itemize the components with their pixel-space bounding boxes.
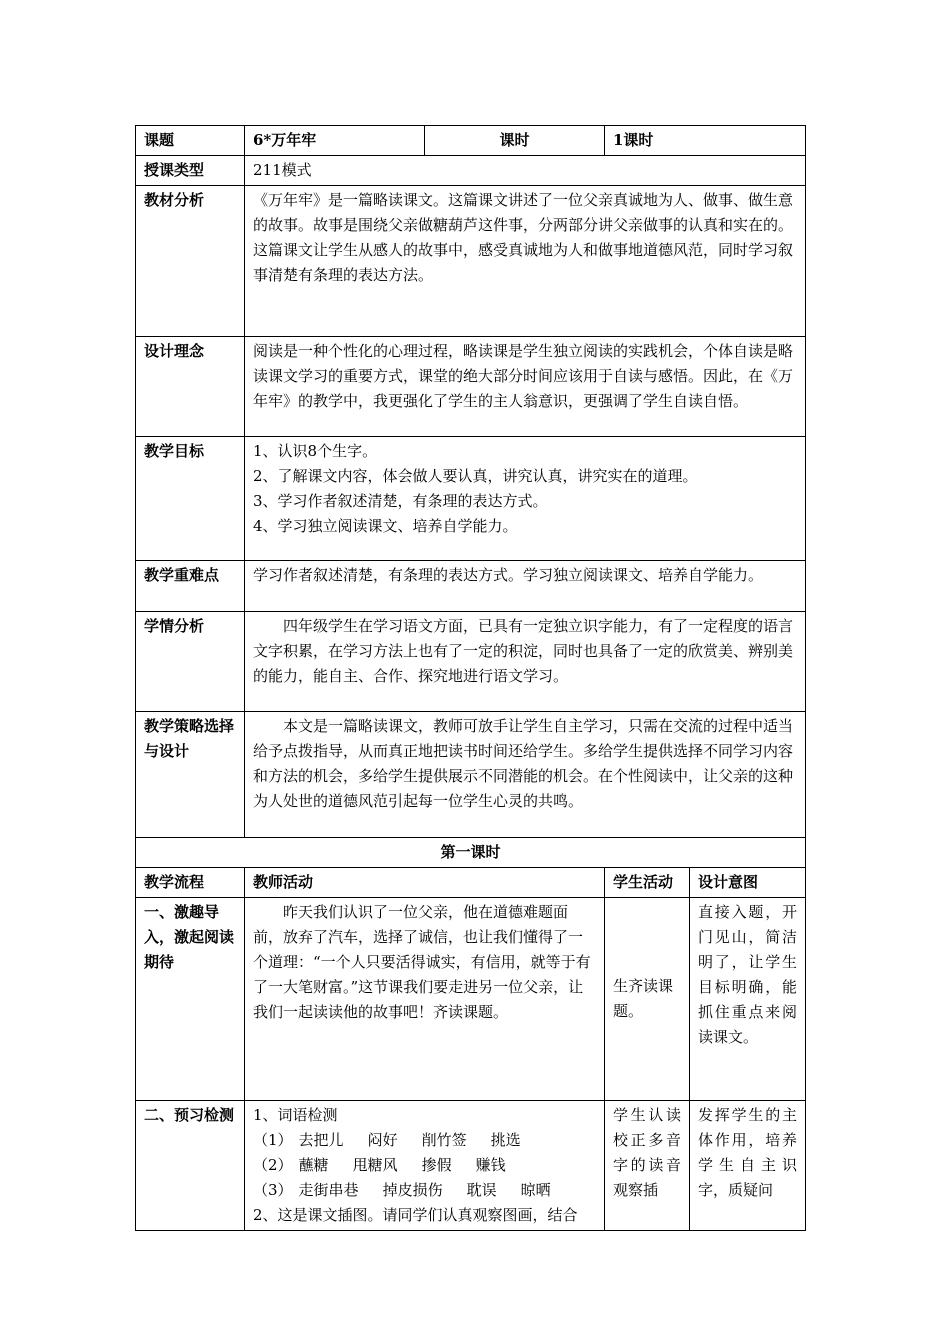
process-header-teacher: 教师活动 (245, 868, 605, 898)
type-label: 授课类型 (136, 156, 245, 186)
keypoints-label: 教学重难点 (136, 561, 245, 612)
word-row-number: （2） (253, 1156, 293, 1174)
analysis-text: 《万年牢》是一篇略读课文。这篇课文讲述了一位父亲真诚地为人、做事、做生意的故事。故事是围绕父亲做糖葫芦这件事，分两部分讲父亲做事的认真和实在的。这篇课文让学生从感人的故事中，感受真诚地为人和做事地道德风范，同时学习叙事清楚有条理的表达方法。 (245, 186, 806, 337)
concept-label: 设计理念 (136, 337, 245, 437)
word-row (253, 1178, 596, 1203)
step1-student: 生齐读课题。 (605, 898, 690, 1101)
topic-label: 课题 (136, 126, 245, 156)
word-row (253, 1128, 596, 1153)
process-header-flow: 教学流程 (136, 868, 245, 898)
strategy-text: 本文是一篇略读课文，教师可放手让学生自主学习，只需在交流的过程中适当给予点拨指导，从而真正地把读书时间还给学生。多给学生提供选择不同学习内容和方法的机会，多给学生提供展示不同潜能的机会。在个性阅读中，让父亲的这种为人处世的道德风范引起每一位学生心灵的共鸣。 (245, 712, 806, 838)
goals-list (245, 437, 806, 561)
goal-item: 2、了解课文内容，体会做人要认真，讲究认真，讲究实在的道理。 (253, 467, 698, 485)
students-row (136, 612, 806, 712)
word-check-heading: 1、词语检测 (253, 1106, 338, 1124)
word-item: 掺假 (421, 1156, 452, 1174)
step1-row (136, 898, 806, 1101)
step2-intent: 发挥学生的主体作用，培养学生自主识字，质疑问 (690, 1101, 806, 1231)
word-item: 蘸糖 (298, 1156, 329, 1174)
type-value: 211模式 (245, 156, 806, 186)
word-item: 耽误 (466, 1181, 497, 1199)
section-title-row (136, 838, 806, 868)
keypoints-text: 学习作者叙述清楚，有条理的表达方式。学习独立阅读课文、培养自学能力。 (245, 561, 806, 612)
header-row (136, 126, 806, 156)
word-item: 晾晒 (520, 1181, 551, 1199)
goal-item: 4、学习独立阅读课文、培养自学能力。 (253, 517, 518, 535)
word-item: 赚钱 (475, 1156, 506, 1174)
step1-intent: 直接入题，开门见山，简洁明了，让学生目标明确，能抓住重点来阅读课文。 (690, 898, 806, 1101)
step2-flow: 二、预习检测 (136, 1101, 245, 1231)
type-row (136, 156, 806, 186)
goal-item: 1、认识8个生字。 (253, 442, 378, 460)
topic-value: 6*万年牢 (245, 126, 425, 156)
concept-row (136, 337, 806, 437)
goals-label: 教学目标 (136, 437, 245, 561)
goal-item: 3、学习作者叙述清楚，有条理的表达方式。 (253, 492, 548, 510)
students-text: 四年级学生在学习语文方面，已具有一定独立识字能力，有了一定程度的语言文字积累，在学习方法上也有了一定的积淀，同时也具备了一定的欣赏美、辨别美的能力，能自主、合作、探究地进行语文学习。 (245, 612, 806, 712)
concept-text: 阅读是一种个性化的心理过程，略读课是学生独立阅读的实践机会，个体自读是略读课文学习的重要方式，课堂的绝大部分时间应该用于自读与感悟。因此，在《万年牢》的教学中，我更强化了学生的主人翁意识，更强调了学生自读自悟。 (245, 337, 806, 437)
word-item: 削竹签 (421, 1131, 467, 1149)
strategy-label: 教学策略选择与设计 (136, 712, 245, 838)
step1-teacher: 昨天我们认识了一位父亲，他在道德难题面前，放弃了汽车，选择了诚信，也让我们懂得了一个道理：“一个人只要活得诚实，有信用，就等于有了一大笔财富。”这节课我们要走进另一位父亲，让我们一起读读他的故事吧！齐读课题。 (245, 898, 605, 1101)
word-item: 挑选 (490, 1131, 521, 1149)
period-value: 1课时 (605, 126, 806, 156)
lesson-plan-page (135, 125, 805, 1231)
step2-teacher (245, 1101, 605, 1231)
lesson-plan-table (135, 125, 806, 1231)
period-label: 课时 (425, 126, 605, 156)
word-item: 走街串巷 (298, 1181, 359, 1199)
step2-student: 学生认读校正多音字的读音观察插 (605, 1101, 690, 1231)
word-row (253, 1153, 596, 1178)
section-title: 第一课时 (136, 838, 806, 868)
word-item: 甩糖风 (352, 1156, 398, 1174)
keypoints-row (136, 561, 806, 612)
step2-row (136, 1101, 806, 1231)
step1-flow: 一、激趣导入，激起阅读期待 (136, 898, 245, 1101)
process-header-student: 学生活动 (605, 868, 690, 898)
word-row-number: （3） (253, 1181, 293, 1199)
word-item: 闷好 (367, 1131, 398, 1149)
illustration-task: 2、这是课文插图。请同学们认真观察图画，结合 (253, 1206, 578, 1224)
goals-row (136, 437, 806, 561)
word-row-number: （1） (253, 1131, 293, 1149)
process-header-intent: 设计意图 (690, 868, 806, 898)
strategy-row (136, 712, 806, 838)
process-header-row (136, 868, 806, 898)
students-label: 学情分析 (136, 612, 245, 712)
analysis-row (136, 186, 806, 337)
word-item: 掉皮损伤 (382, 1181, 443, 1199)
word-item: 去把儿 (298, 1131, 344, 1149)
analysis-label: 教材分析 (136, 186, 245, 337)
